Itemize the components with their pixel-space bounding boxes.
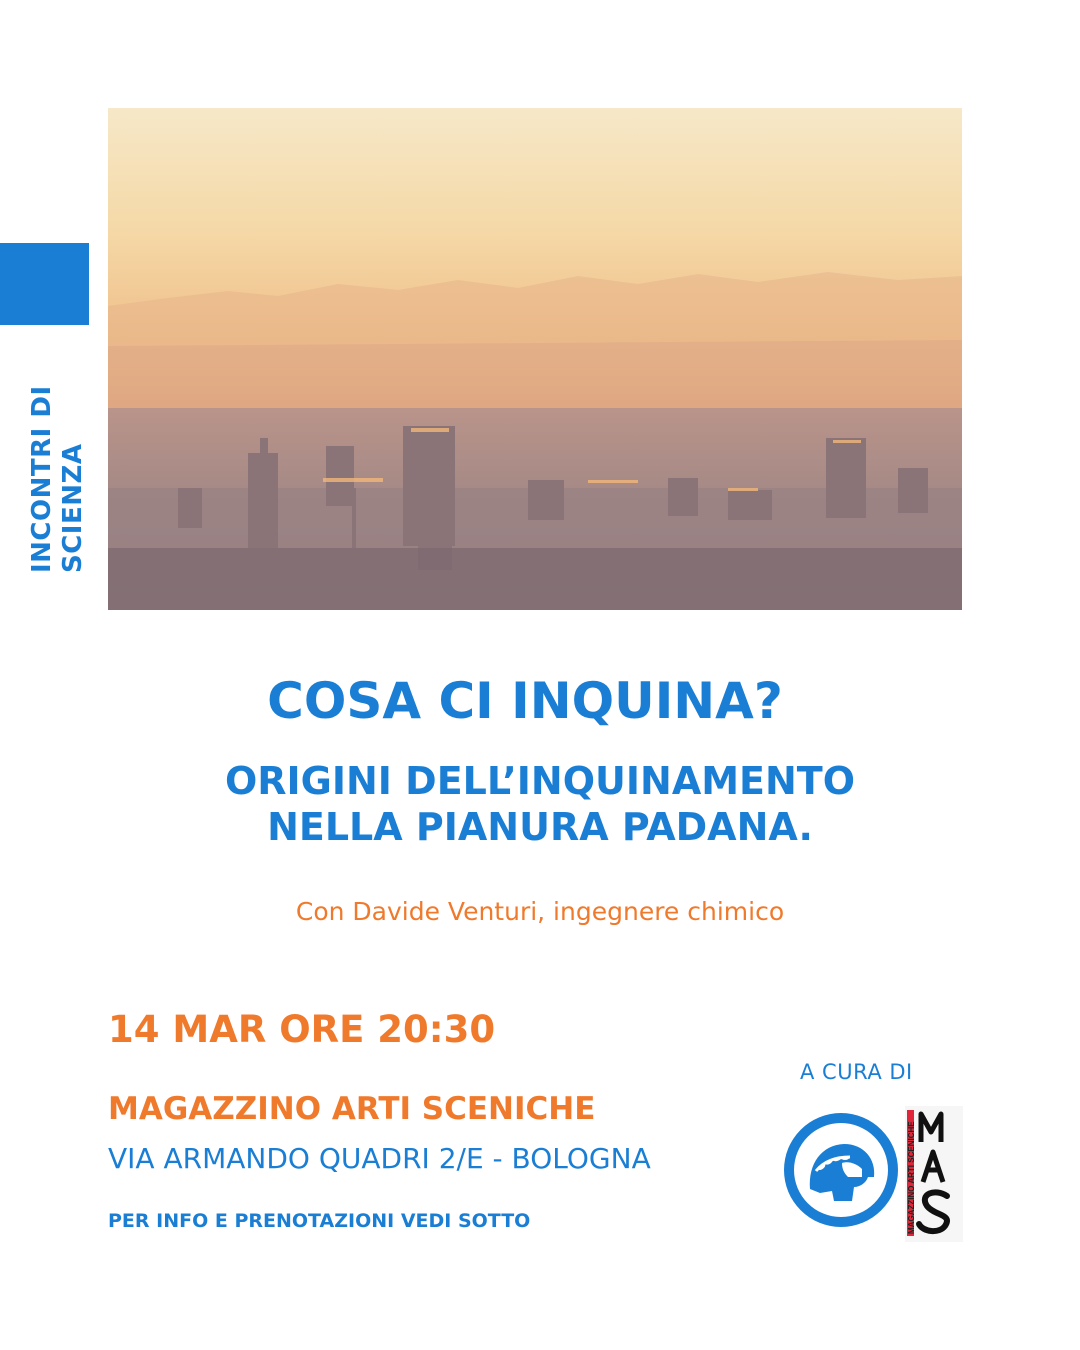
event-speaker: Con Davide Venturi, ingegnere chimico	[295, 897, 785, 926]
series-label-line2: SCIENZA	[58, 443, 88, 573]
series-label	[27, 385, 89, 573]
hazy-skyline-photo	[108, 108, 962, 610]
curated-by-label: A CURA DI	[800, 1060, 913, 1084]
event-venue: MAGAZZINO ARTI SCENICHE	[108, 1091, 596, 1127]
mas-logo	[905, 1106, 963, 1242]
mas-logo-subtext: MAGAZZINO ARTI SCENICHE	[907, 1121, 916, 1234]
event-date-time: 14 MAR ORE 20:30	[108, 1008, 496, 1051]
event-subtitle-line1: ORIGINI DELL’INQUINAMENTO	[224, 759, 856, 803]
event-address: VIA ARMANDO QUADRI 2/E - BOLOGNA	[108, 1142, 651, 1175]
event-subtitle-line2: NELLA PIANURA PADANA.	[267, 805, 813, 849]
blue-accent-square	[0, 243, 89, 325]
booking-info: PER INFO E PRENOTAZIONI VEDI SOTTO	[108, 1210, 531, 1232]
event-title: COSA CI INQUINA?	[267, 672, 783, 730]
event-subtitle	[0, 758, 1080, 850]
helmet-logo-icon	[782, 1111, 900, 1229]
series-label-line1: INCONTRI DI	[27, 385, 57, 573]
